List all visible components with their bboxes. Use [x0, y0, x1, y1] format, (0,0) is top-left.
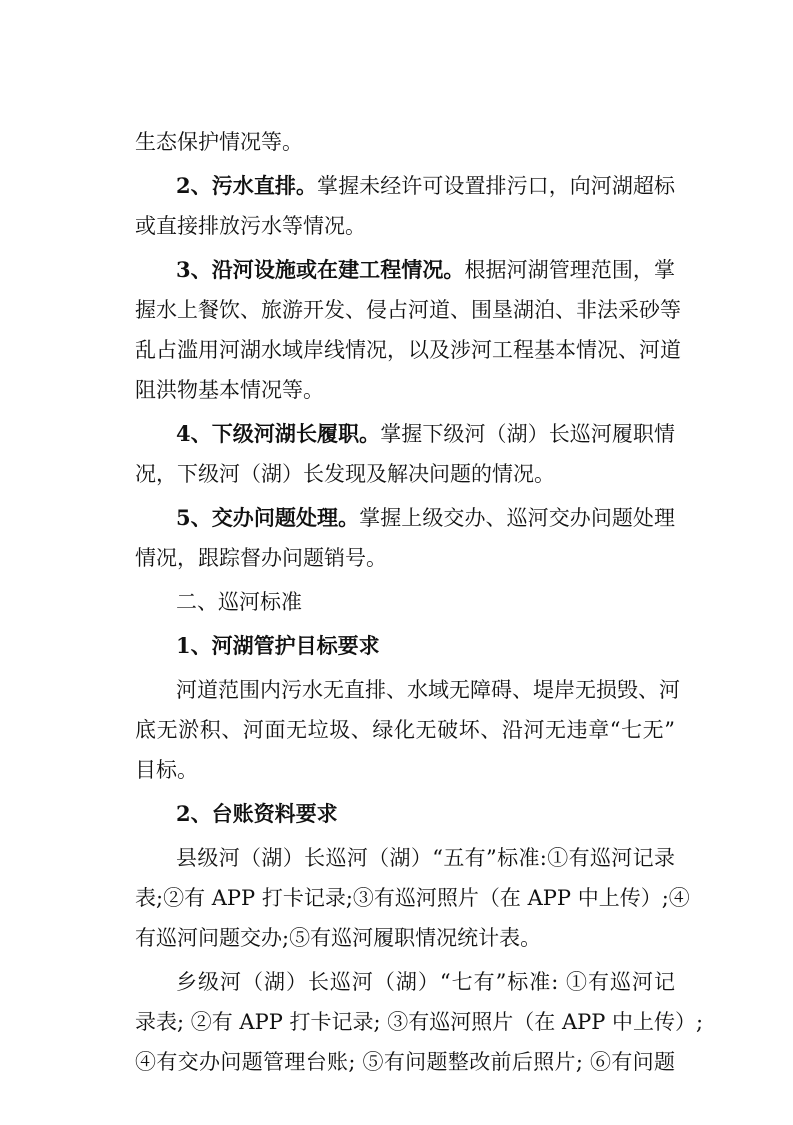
paragraph-lower-chiefs-line-1	[176, 416, 675, 452]
text-line: 乡级河（湖）长巡河（湖）“七有”标准: ①有巡河记	[176, 970, 675, 994]
text-line: 握水上餐饮、旅游开发、侵占河道、围垦湖泊、非法采砂等	[135, 298, 681, 322]
subsection-heading: 2、台账资料要求	[176, 801, 338, 826]
item-text: 掌握未经许可设置排污口，向河湖超标	[317, 174, 675, 198]
item-text: 掌握上级交办、巡河交办问题处理	[359, 506, 675, 530]
subsection-heading: 1、河湖管护目标要求	[176, 633, 380, 658]
text-line: 底无淤积、河面无垃圾、绿化无破坏、沿河无违章“七无”	[135, 718, 675, 742]
text-line: 或直接排放污水等情况。	[135, 214, 366, 238]
text-line: 表;②有 APP 打卡记录;③有巡河照片（在 APP 中上传）;④	[135, 886, 690, 910]
paragraph-issue-handling-line-1	[176, 500, 675, 536]
paragraph-sewage-line-1	[176, 168, 675, 204]
text-line: 目标。	[135, 758, 198, 782]
text-line: ④有交办问题管理台账; ⑤有问题整改前后照片; ⑥有问题	[135, 1050, 675, 1074]
text-line: 阻洪物基本情况等。	[135, 378, 324, 402]
text-line: 况，下级河（湖）长发现及解决问题的情况。	[135, 462, 555, 486]
text-line: 有巡河问题交办;⑤有巡河履职情况统计表。	[135, 926, 542, 950]
item-heading: 2、污水直排。	[176, 173, 318, 198]
text-line: 情况，跟踪督办问题销号。	[135, 546, 387, 570]
item-heading: 4、下级河湖长履职。	[176, 421, 381, 446]
item-text: 根据河湖管理范围，掌	[464, 258, 675, 282]
text-line: 录表; ②有 APP 打卡记录; ③有巡河照片（在 APP 中上传）;	[135, 1010, 704, 1034]
item-text: 掌握下级河（湖）长巡河履职情	[380, 422, 675, 446]
item-heading: 5、交办问题处理。	[176, 505, 360, 530]
text-line: 生态保护情况等。	[135, 130, 303, 154]
item-heading: 3、沿河设施或在建工程情况。	[176, 257, 465, 282]
text-line: 县级河（湖）长巡河（湖）“五有”标准:①有巡河记录	[176, 846, 675, 870]
text-line: 河道范围内污水无直排、水域无障碍、堤岸无损毁、河	[176, 678, 680, 702]
text-line: 乱占滥用河湖水域岸线情况，以及涉河工程基本情况、河道	[135, 338, 681, 362]
section-heading: 二、巡河标准	[176, 590, 302, 614]
paragraph-facilities-line-1	[176, 252, 675, 288]
